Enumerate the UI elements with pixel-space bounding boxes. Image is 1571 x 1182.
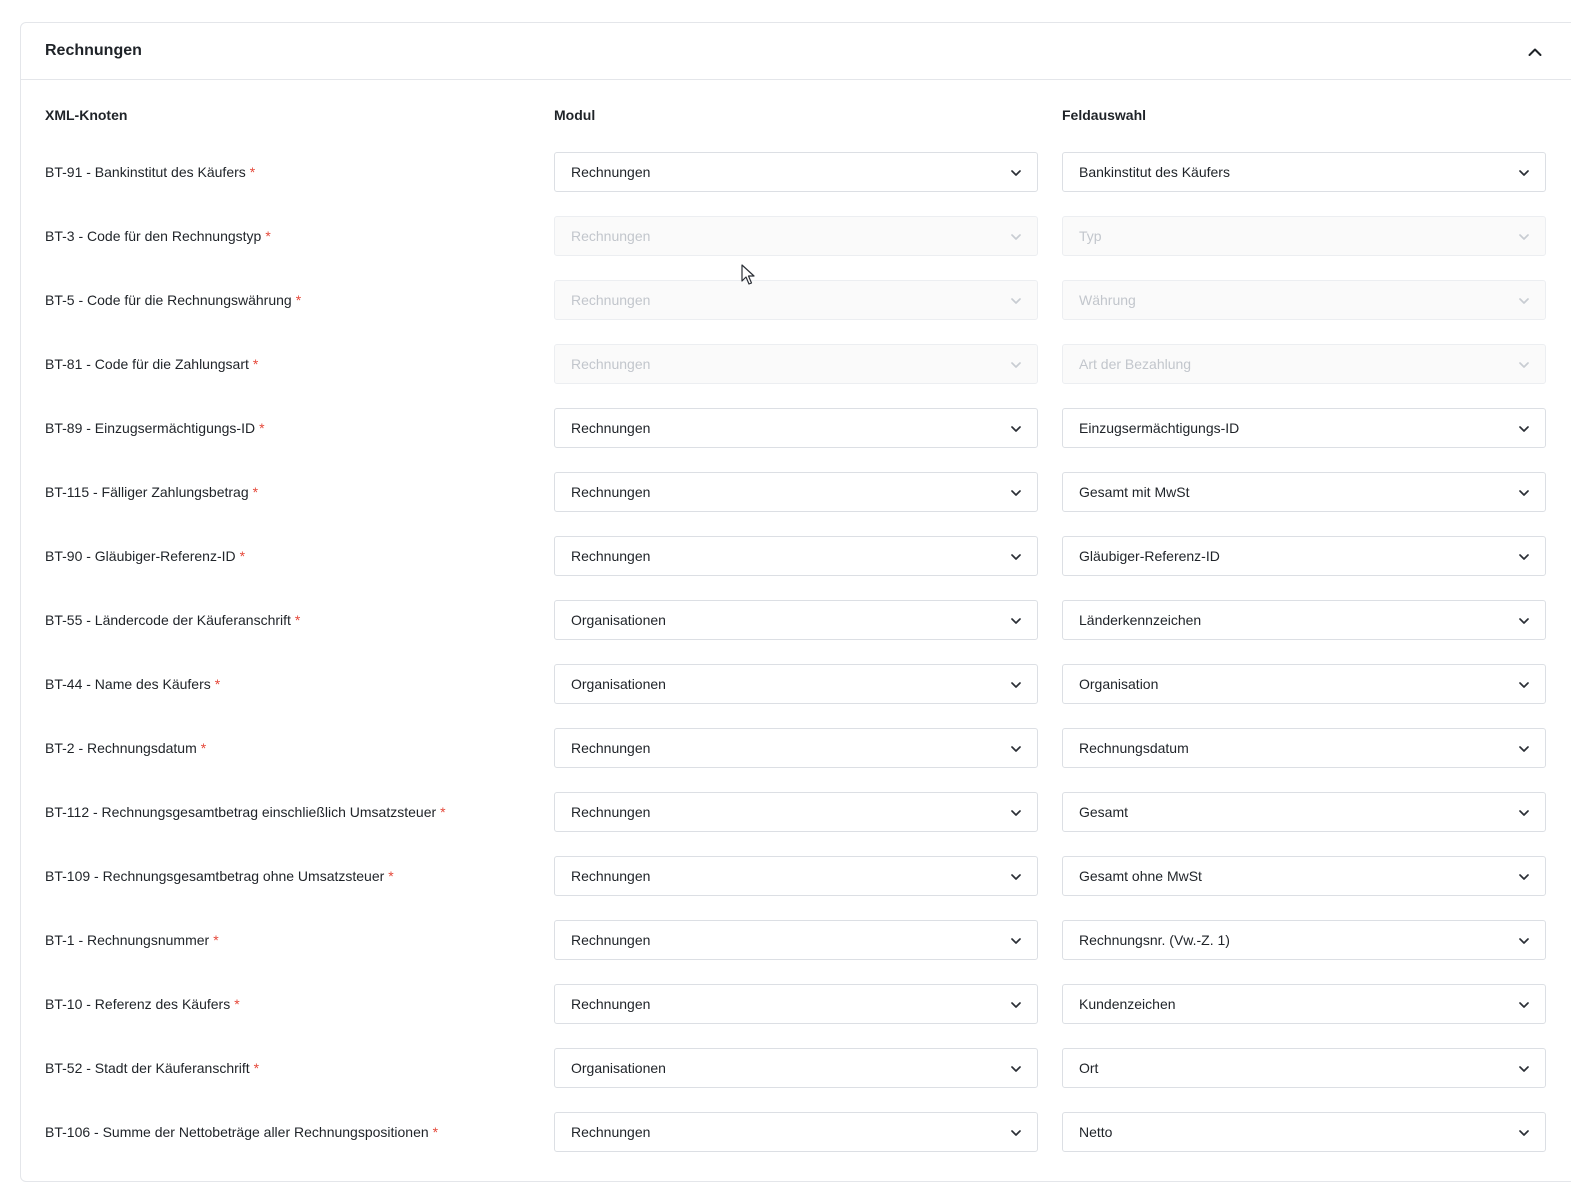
required-marker: * (265, 228, 271, 244)
modul-select-value: Organisationen (571, 676, 666, 692)
modul-select-value: Rechnungen (571, 996, 651, 1012)
modul-select[interactable] (554, 1048, 1038, 1088)
mapping-row (21, 664, 1571, 728)
xml-node-label (45, 728, 206, 768)
modul-select[interactable] (554, 408, 1038, 448)
modul-select-value: Organisationen (571, 1060, 666, 1076)
required-marker: * (234, 996, 240, 1012)
chevron-up-icon (1528, 47, 1542, 57)
column-header-xml: XML-Knoten (45, 107, 128, 123)
chevron-down-icon (1517, 934, 1531, 948)
xml-node-label (45, 856, 394, 896)
xml-node-label (45, 1112, 438, 1152)
modul-select-value: Organisationen (571, 612, 666, 628)
xml-node-label (45, 280, 301, 320)
chevron-down-icon (1009, 230, 1023, 244)
column-header-modul: Modul (554, 107, 596, 123)
feld-select-value: Währung (1079, 292, 1136, 308)
feld-select[interactable] (1062, 984, 1546, 1024)
mapping-row (21, 216, 1571, 280)
required-marker: * (388, 868, 394, 884)
xml-node-text: BT-2 - Rechnungsdatum (45, 740, 197, 756)
chevron-down-icon (1009, 614, 1023, 628)
feld-select-value: Einzugsermächtigungs-ID (1079, 420, 1240, 436)
xml-node-text: BT-10 - Referenz des Käufers (45, 996, 231, 1012)
panel-header[interactable] (21, 23, 1571, 80)
chevron-down-icon (1009, 998, 1023, 1012)
modul-select[interactable] (554, 600, 1038, 640)
feld-select-value: Gläubiger-Referenz-ID (1079, 548, 1220, 564)
xml-node-label (45, 1048, 259, 1088)
chevron-down-icon (1517, 166, 1531, 180)
chevron-down-icon (1009, 422, 1023, 436)
modul-select-value: Rechnungen (571, 484, 651, 500)
feld-select[interactable] (1062, 408, 1546, 448)
xml-node-text: BT-115 - Fälliger Zahlungsbetrag (45, 484, 249, 500)
chevron-down-icon (1517, 742, 1531, 756)
xml-node-label (45, 792, 446, 832)
modul-select-value: Rechnungen (571, 868, 651, 884)
required-marker: * (259, 420, 265, 436)
xml-node-label (45, 216, 271, 256)
feld-select-value: Netto (1079, 1124, 1113, 1140)
chevron-down-icon (1517, 1062, 1531, 1076)
xml-node-text: BT-81 - Code für die Zahlungsart (45, 356, 249, 372)
mapping-row (21, 280, 1571, 344)
chevron-down-icon (1517, 294, 1531, 308)
mapping-row (21, 920, 1571, 984)
feld-select-value: Ort (1079, 1060, 1099, 1076)
xml-node-text: BT-91 - Bankinstitut des Käufers (45, 164, 246, 180)
chevron-down-icon (1009, 934, 1023, 948)
chevron-down-icon (1009, 806, 1023, 820)
chevron-down-icon (1517, 486, 1531, 500)
xml-node-label (45, 408, 265, 448)
column-header-feld: Feldauswahl (1062, 107, 1147, 123)
chevron-down-icon (1517, 678, 1531, 692)
required-marker: * (249, 164, 256, 180)
feld-select (1062, 280, 1546, 320)
mapping-row (21, 344, 1571, 408)
mapping-row (21, 536, 1571, 600)
chevron-down-icon (1009, 742, 1023, 756)
feld-select[interactable] (1062, 1112, 1546, 1152)
rechnungen-panel (20, 22, 1571, 1182)
mapping-row (21, 408, 1571, 472)
feld-select-value: Gesamt (1079, 804, 1129, 820)
xml-node-text: BT-55 - Ländercode der Käuferanschrift (45, 612, 291, 628)
feld-select-value: Gesamt ohne MwSt (1079, 868, 1202, 884)
chevron-down-icon (1517, 550, 1531, 564)
required-marker: * (253, 1060, 260, 1076)
modul-select[interactable] (554, 536, 1038, 576)
chevron-down-icon (1517, 230, 1531, 244)
modul-select-value: Rechnungen (571, 292, 651, 308)
required-marker: * (432, 1124, 439, 1140)
chevron-down-icon (1517, 998, 1531, 1012)
modul-select[interactable] (554, 728, 1038, 768)
chevron-down-icon (1517, 358, 1531, 372)
mapping-row (21, 152, 1571, 216)
xml-node-text: BT-112 - Rechnungsgesamtbetrag einschließlich Umsatzsteuer (45, 804, 437, 820)
modul-select[interactable] (554, 984, 1038, 1024)
modul-select-value: Rechnungen (571, 548, 651, 564)
modul-select (554, 216, 1038, 256)
modul-select-value: Rechnungen (571, 740, 651, 756)
xml-node-label (45, 152, 255, 192)
xml-node-label (45, 920, 219, 960)
mapping-rows (21, 152, 1571, 1176)
xml-node-text: BT-90 - Gläubiger-Referenz-ID (45, 548, 236, 564)
modul-select[interactable] (554, 664, 1038, 704)
modul-select[interactable] (554, 856, 1038, 896)
mapping-row (21, 1048, 1571, 1112)
chevron-down-icon (1009, 166, 1023, 180)
modul-select[interactable] (554, 792, 1038, 832)
xml-node-text: BT-89 - Einzugsermächtigungs-ID (45, 420, 256, 436)
chevron-down-icon (1517, 870, 1531, 884)
feld-select[interactable] (1062, 728, 1546, 768)
chevron-down-icon (1009, 486, 1023, 500)
chevron-down-icon (1009, 870, 1023, 884)
modul-select-value: Rechnungen (571, 420, 651, 436)
feld-select-value: Rechnungsdatum (1079, 740, 1189, 756)
xml-node-text: BT-3 - Code für den Rechnungstyp (45, 228, 262, 244)
feld-select[interactable] (1062, 792, 1546, 832)
xml-node-label (45, 664, 220, 704)
modul-select (554, 280, 1038, 320)
feld-select-value: Bankinstitut des Käufers (1079, 164, 1230, 180)
modul-select (554, 344, 1038, 384)
mapping-row (21, 792, 1571, 856)
feld-select (1062, 216, 1546, 256)
feld-select[interactable] (1062, 1048, 1546, 1088)
feld-select[interactable] (1062, 856, 1546, 896)
chevron-down-icon (1517, 614, 1531, 628)
modul-select-value: Rechnungen (571, 164, 651, 180)
modul-select[interactable] (554, 1112, 1038, 1152)
xml-node-label (45, 984, 240, 1024)
feld-select-value: Länderkennzeichen (1079, 612, 1202, 628)
feld-select-value: Kundenzeichen (1079, 996, 1176, 1012)
required-marker: * (295, 292, 302, 308)
feld-select (1062, 344, 1546, 384)
mapping-row (21, 600, 1571, 664)
modul-select-value: Rechnungen (571, 932, 651, 948)
feld-select[interactable] (1062, 152, 1546, 192)
feld-select-value: Typ (1079, 228, 1102, 244)
required-marker: * (294, 612, 301, 628)
required-marker: * (213, 932, 219, 948)
xml-node-text: BT-106 - Summe der Nettobeträge aller Rechnungspositionen (45, 1124, 429, 1140)
feld-select[interactable] (1062, 600, 1546, 640)
chevron-down-icon (1517, 806, 1531, 820)
feld-select[interactable] (1062, 472, 1546, 512)
feld-select-value: Art der Bezahlung (1079, 356, 1192, 372)
section-title: Rechnungen (45, 42, 142, 59)
modul-select[interactable] (554, 152, 1038, 192)
xml-node-text: BT-5 - Code für die Rechnungswährung (45, 292, 292, 308)
column-headers (21, 107, 1571, 127)
xml-node-text: BT-109 - Rechnungsgesamtbetrag ohne Umsatzsteuer (45, 868, 385, 884)
feld-select[interactable] (1062, 664, 1546, 704)
feld-select[interactable] (1062, 536, 1546, 576)
chevron-down-icon (1009, 1126, 1023, 1140)
chevron-down-icon (1009, 294, 1023, 308)
chevron-down-icon (1517, 1126, 1531, 1140)
mapping-row (21, 728, 1571, 792)
xml-node-label (45, 472, 258, 512)
required-marker: * (252, 484, 259, 500)
mapping-row (21, 1112, 1571, 1176)
required-marker: * (214, 676, 221, 692)
required-marker: * (252, 356, 259, 372)
feld-select-value: Gesamt mit MwSt (1079, 484, 1190, 500)
modul-select[interactable] (554, 472, 1038, 512)
modul-select-value: Rechnungen (571, 1124, 651, 1140)
chevron-down-icon (1009, 550, 1023, 564)
required-marker: * (200, 740, 207, 756)
chevron-down-icon (1009, 358, 1023, 372)
xml-node-text: BT-44 - Name des Käufers (45, 676, 211, 692)
xml-node-label (45, 600, 300, 640)
modul-select-value: Rechnungen (571, 356, 651, 372)
required-marker: * (440, 804, 446, 820)
modul-select-value: Rechnungen (571, 804, 651, 820)
xml-node-text: BT-52 - Stadt der Käuferanschrift (45, 1060, 250, 1076)
chevron-down-icon (1009, 1062, 1023, 1076)
modul-select[interactable] (554, 920, 1038, 960)
feld-select-value: Organisation (1079, 676, 1159, 692)
collapse-button[interactable] (1524, 43, 1546, 61)
feld-select[interactable] (1062, 920, 1546, 960)
required-marker: * (239, 548, 246, 564)
mapping-row (21, 472, 1571, 536)
mapping-row (21, 984, 1571, 1048)
xml-node-text: BT-1 - Rechnungsnummer (45, 932, 210, 948)
mapping-row (21, 856, 1571, 920)
modul-select-value: Rechnungen (571, 228, 651, 244)
xml-node-label (45, 344, 258, 384)
chevron-down-icon (1009, 678, 1023, 692)
xml-node-label (45, 536, 245, 576)
feld-select-value: Rechnungsnr. (Vw.-Z. 1) (1079, 932, 1230, 948)
chevron-down-icon (1517, 422, 1531, 436)
